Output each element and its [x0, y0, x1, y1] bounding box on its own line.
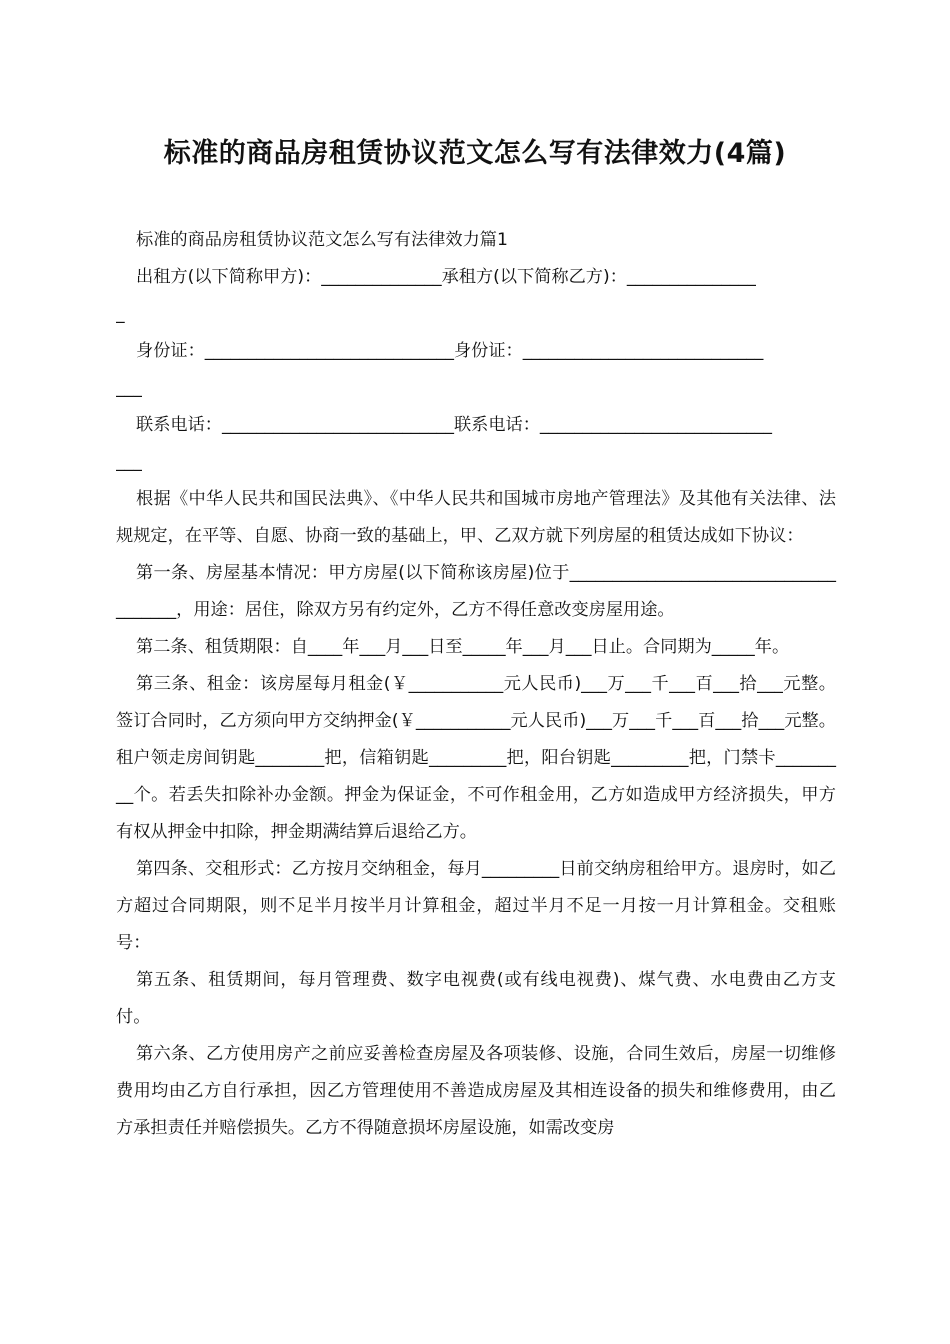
phone-line-cont: ___ — [116, 452, 142, 472]
document-body — [116, 222, 836, 1147]
clause-4-paragraph: 第四条、交租形式：乙方按月交纳租金，每月_________日前交纳房租给甲方。退房时，如乙方超过合同期限，则不足半月按半月计算租金，超过半月不足一月按一月计算租金。交租账号： — [116, 859, 836, 953]
clause-2-paragraph: 第二条、租赁期限：自____年___月___日至_____年___月___日止。合同期为_____年。 — [136, 637, 790, 657]
id-card-line: 身份证：_____________________________身份证：____________________________ — [136, 341, 764, 361]
preamble-paragraph: 根据《中华人民共和国民法典》、《中华人民共和国城市房地产管理法》及其他有关法律、法规规定，在平等、自愿、协商一致的基础上，甲、乙双方就下列房屋的租赁达成如下协议： — [116, 489, 836, 546]
id-card-line-cont: ___ — [116, 378, 142, 398]
document-title: 标准的商品房租赁协议范文怎么写有法律效力(4篇) — [163, 138, 787, 169]
clause-6-paragraph: 第六条、乙方使用房产之前应妥善检查房屋及各项装修、设施，合同生效后，房屋一切维修费用均由乙方自行承担，因乙方管理使用不善造成房屋及其相连设备的损失和维修费用，由乙方承担责任并赔偿损失。乙方不得随意损坏房屋设施，如需改变房 — [116, 1044, 836, 1138]
clause-5-paragraph: 第五条、租赁期间，每月管理费、数字电视费(或有线电视费)、煤气费、水电费由乙方支付。 — [116, 970, 836, 1027]
lessor-lessee-line-cont: _ — [116, 304, 125, 324]
phone-line: 联系电话：___________________________联系电话：___________________________ — [136, 415, 772, 435]
section-heading: 标准的商品房租赁协议范文怎么写有法律效力篇1 — [136, 230, 508, 250]
lessor-lessee-line: 出租方(以下简称甲方)：______________承租方(以下简称乙方)：_______________ — [136, 267, 756, 287]
clause-1-paragraph: 第一条、房屋基本情况：甲方房屋(以下简称该房屋)位于______________________________________，用途：居住，除双方另有约定外，乙方不得任意改变房屋用途。 — [116, 563, 836, 620]
clause-3-paragraph: 第三条、租金：该房屋每月租金(￥___________元人民币)___万___千___百___拾___元整。签订合同时，乙方须向甲方交纳押金(￥___________元人民币)___万___千___百___拾___元整。租户领走房间钥匙________把，信箱钥匙_________把，阳台钥匙_________把，门禁卡_________个。若丢失扣除补办金额。押金为保证金，不可作租金用，乙方如造成甲方经济损失，甲方有权从押金中扣除，押金期满结算后退给乙方。 — [116, 674, 836, 842]
